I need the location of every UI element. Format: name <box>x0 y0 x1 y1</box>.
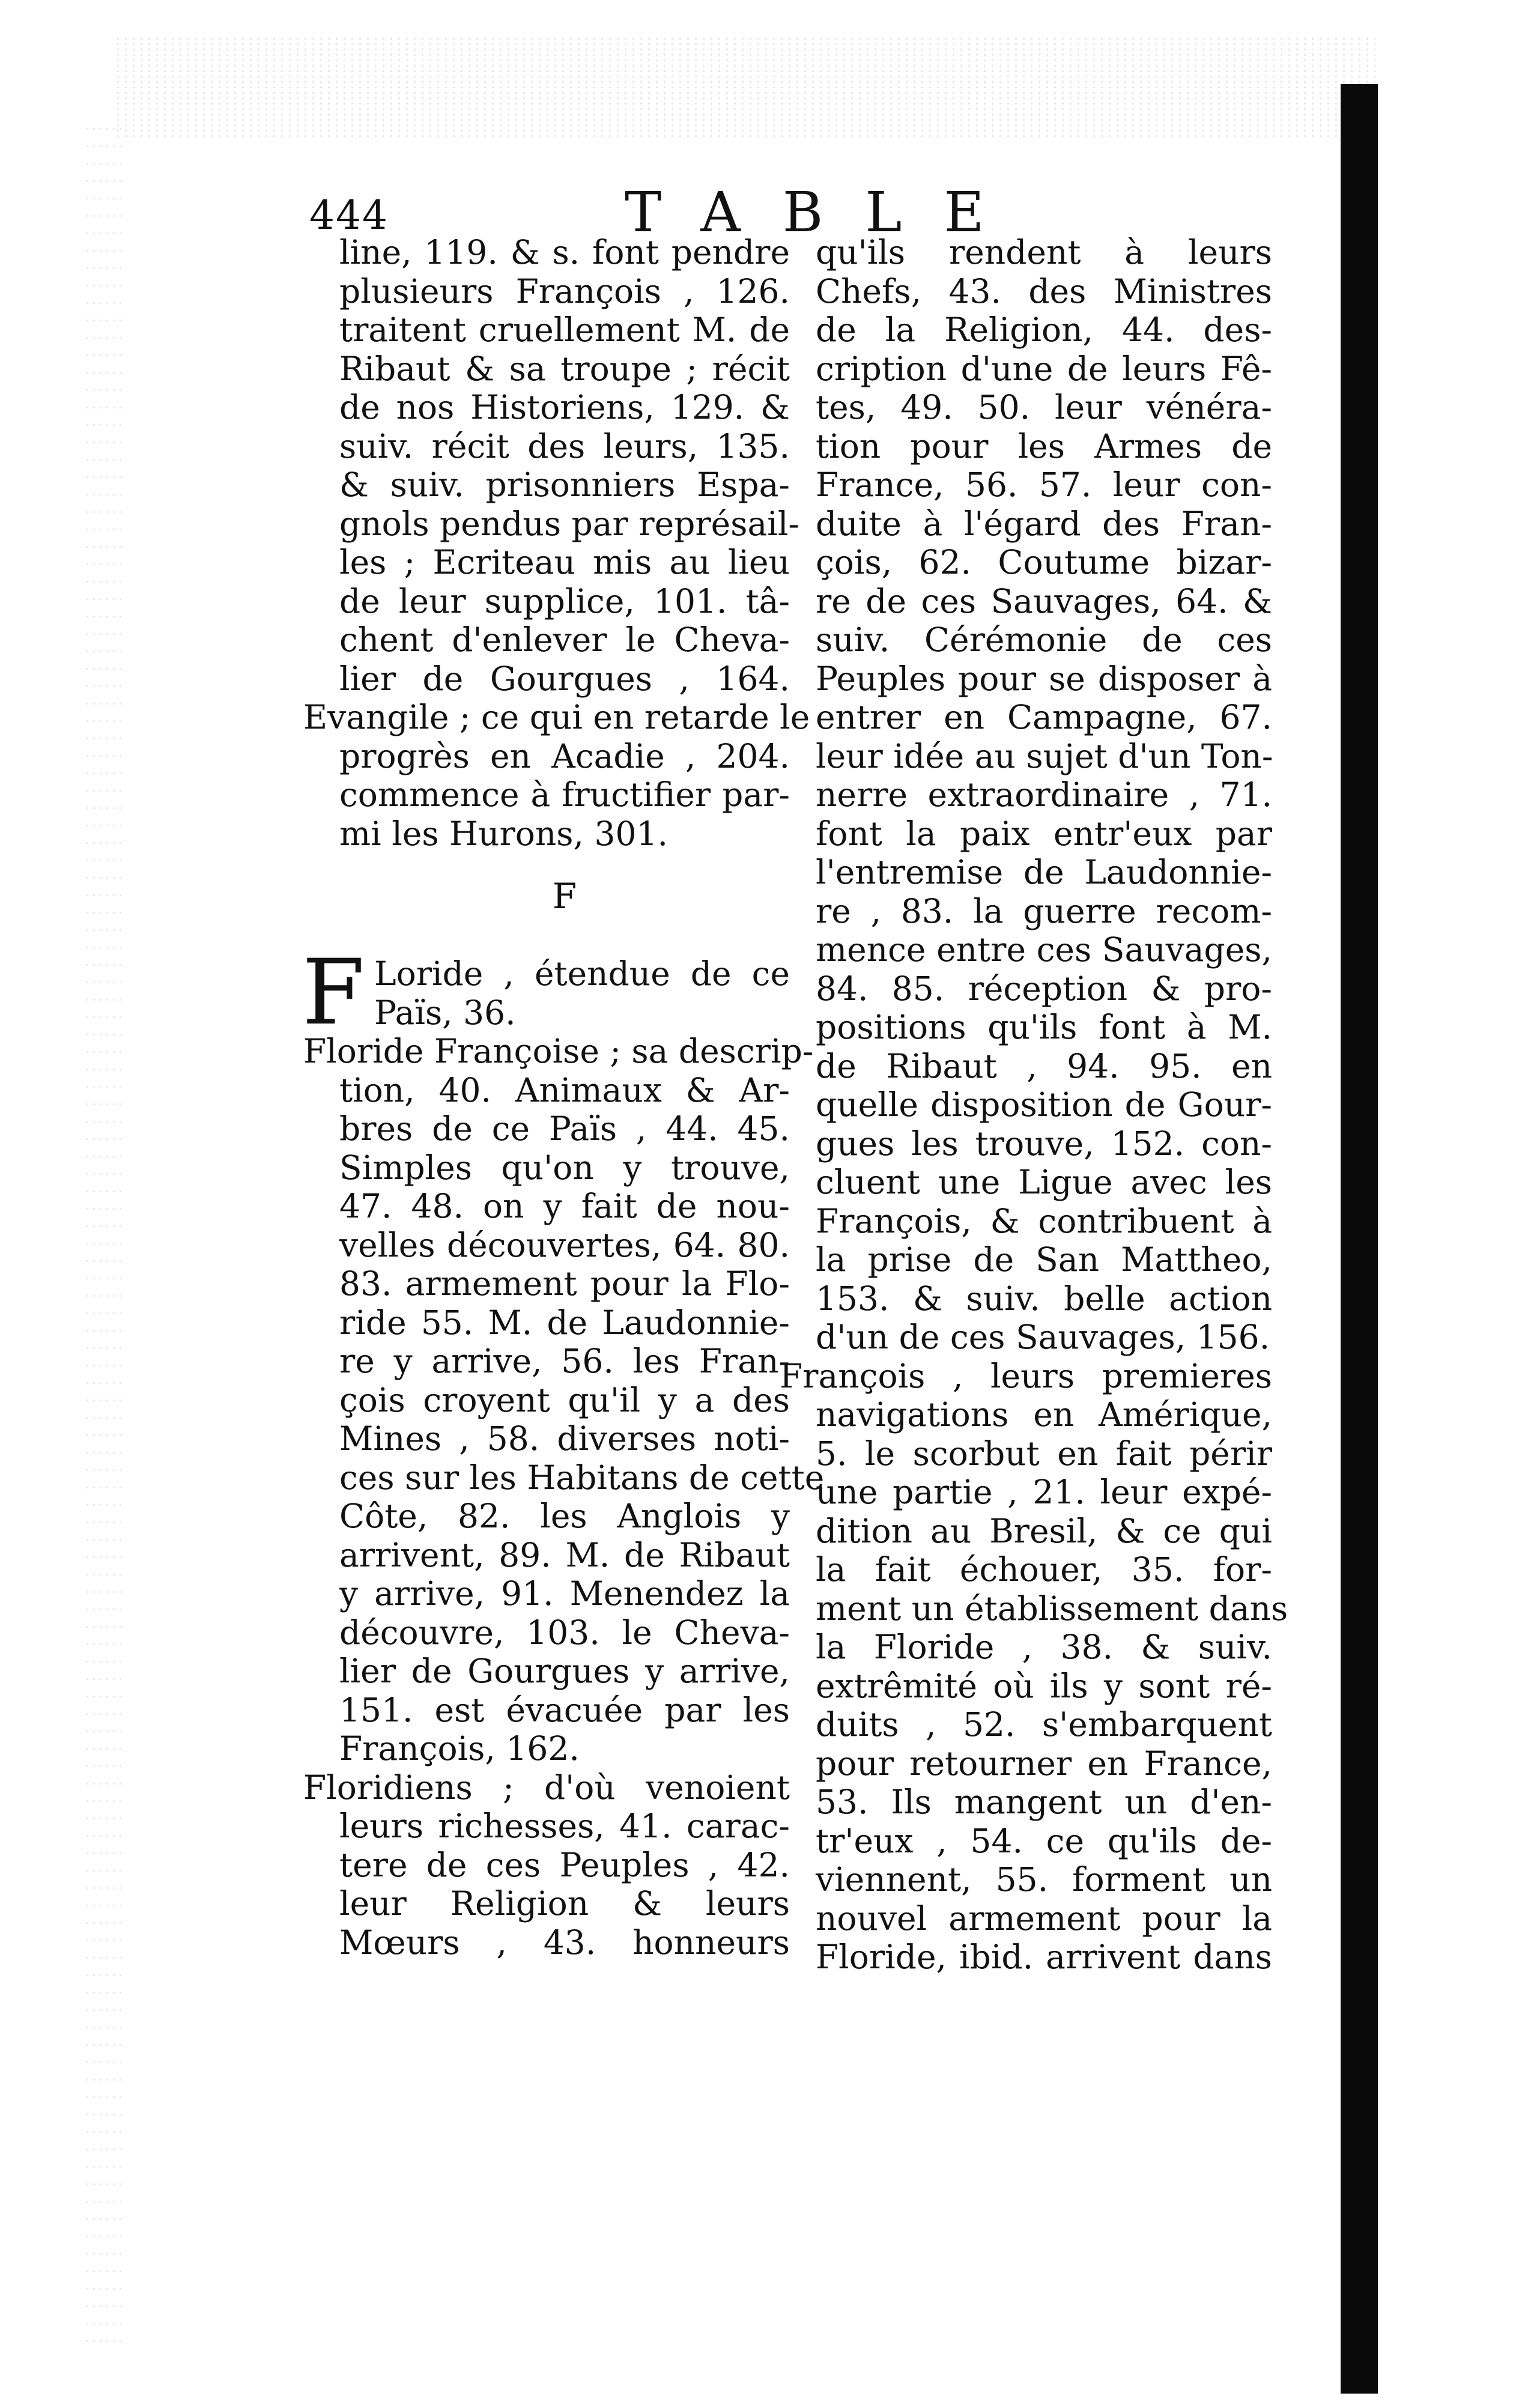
index-line: Mœurs , 43. honneurs <box>339 1923 790 1962</box>
page-number: 444 <box>309 192 389 238</box>
index-line: 151. est évacuée par les <box>339 1690 790 1729</box>
index-line: de la Religion, 44. des- <box>816 311 1272 349</box>
index-line: gnols pendus par représail- <box>339 504 799 543</box>
index-line: nouvel armement pour la <box>816 1899 1272 1938</box>
index-line: lier de Gourgues y arrive, <box>339 1652 790 1690</box>
index-line: progrès en Acadie , 204. <box>339 736 790 775</box>
section-entry-floride <box>302 941 825 1962</box>
index-line: traitent cruellement M. de <box>339 311 790 349</box>
index-line: la Floride , 38. & suiv. <box>816 1628 1272 1666</box>
index-line: velles découvertes, 64. 80. <box>339 1225 790 1264</box>
index-line: çois, 62. Coutume bizar- <box>816 543 1272 581</box>
index-line: Loride , étendue de ce <box>374 954 790 993</box>
index-line: duits , 52. s'embarquent <box>816 1705 1272 1744</box>
index-line: y arrive, 91. Menendez la <box>339 1574 790 1613</box>
index-line: pour retourner en France, <box>816 1744 1272 1783</box>
binding-shadow <box>1341 84 1378 2394</box>
index-line: bres de ce Païs , 44. 45. <box>339 1109 790 1148</box>
index-line: France, 56. 57. leur con- <box>816 466 1272 504</box>
section-lines <box>303 993 825 1962</box>
index-line: navigations en Amérique, <box>816 1395 1272 1434</box>
index-line: nerre extraordinaire , 71. <box>816 775 1272 814</box>
index-line: 47. 48. on y fait de nou- <box>339 1187 790 1225</box>
index-line: Floride, ibid. arrivent dans <box>816 1938 1272 1976</box>
index-line: 5. le scorbut en fait périr <box>816 1434 1272 1473</box>
index-line: quelle disposition de Gour- <box>816 1085 1272 1124</box>
index-line: positions qu'ils font à M. <box>816 1008 1272 1046</box>
index-line: suiv. récit des leurs, 135. <box>339 426 790 466</box>
running-title: TABLE <box>625 180 1026 244</box>
index-line: tes, 49. 50. leur vénéra- <box>816 388 1272 426</box>
index-line: mi les Hurons, 301. <box>339 814 668 853</box>
index-line: suiv. Cérémonie de ces <box>816 620 1272 659</box>
index-line: 53. Ils mangent un d'en- <box>816 1783 1272 1821</box>
index-line: qu'ils rendent à leurs <box>816 233 1272 271</box>
index-line: re de ces Sauvages, 64. & <box>816 581 1272 620</box>
index-line: çois croyent qu'il y a des <box>339 1380 790 1419</box>
index-line: plusieurs François , 126. <box>339 271 790 311</box>
index-line: d'un de ces Sauvages, 156. <box>816 1318 1270 1356</box>
index-line: François, 162. <box>339 1729 580 1768</box>
paper-speckle-top <box>114 36 1375 138</box>
index-line: Evangile ; ce qui en retarde le <box>303 698 810 736</box>
index-line: 153. & suiv. belle action <box>816 1279 1272 1318</box>
section-letter: F <box>552 876 577 917</box>
index-line: 84. 85. réception & pro- <box>816 969 1272 1008</box>
index-line: Floridiens ; d'où venoient <box>303 1768 790 1807</box>
index-column-right <box>780 233 1288 1977</box>
index-line: de Ribaut , 94. 95. en <box>816 1046 1272 1085</box>
index-line: ride 55. M. de Laudonnie- <box>339 1303 790 1342</box>
index-column-left <box>302 233 825 1962</box>
index-line: de leur supplice, 101. tâ- <box>339 581 790 620</box>
index-line: les ; Ecriteau mis au lieu <box>339 543 790 581</box>
index-line: Floride Françoise ; sa descrip- <box>303 1032 814 1070</box>
index-line: re , 83. la guerre recom- <box>816 891 1272 930</box>
index-line: & suiv. prisonniers Espa- <box>339 466 790 504</box>
index-line: arrivent, 89. M. de Ribaut <box>339 1535 790 1574</box>
index-line: la prise de San Mattheo, <box>816 1240 1272 1279</box>
index-line: dition au Bresil, & ce qui <box>816 1511 1272 1550</box>
index-line: Peuples pour se disposer à <box>816 659 1272 698</box>
paper-speckle-left <box>84 120 126 2343</box>
index-line: Chefs, 43. des Ministres <box>816 271 1272 311</box>
index-line: leurs richesses, 41. carac- <box>339 1807 790 1845</box>
index-line: Simples qu'on y trouve, <box>339 1148 790 1187</box>
index-line: Païs, 36. <box>374 993 516 1032</box>
left-column-lines <box>303 233 810 853</box>
index-line: la fait échouer, 35. for- <box>816 1550 1272 1589</box>
index-line: une partie , 21. leur expé- <box>816 1473 1272 1511</box>
index-line: commence à fructifier par- <box>339 775 790 814</box>
index-line: de nos Historiens, 129. & <box>339 388 790 426</box>
index-line: entrer en Campagne, 67. <box>816 698 1272 736</box>
index-line: mence entre ces Sauvages, <box>816 930 1272 969</box>
right-column-lines <box>780 233 1288 1977</box>
index-line: Ribaut & sa troupe ; récit <box>339 349 790 388</box>
index-line: lier de Gourgues , 164. <box>339 659 790 698</box>
index-line: tion pour les Armes de <box>816 426 1272 466</box>
index-line: chent d'enlever le Cheva- <box>339 620 790 659</box>
index-line: extrêmité où ils y sont ré- <box>816 1666 1272 1705</box>
index-line: découvre, 103. le Cheva- <box>339 1613 790 1652</box>
index-line: l'entremise de Laudonnie- <box>816 853 1272 891</box>
index-line: viennent, 55. forment un <box>816 1860 1272 1899</box>
index-line: duite à l'égard des Fran- <box>816 504 1272 543</box>
index-line: ces sur les Habitans de cette <box>339 1458 825 1497</box>
index-line: gues les trouve, 152. con- <box>816 1124 1272 1163</box>
index-line: re y arrive, 56. les Fran- <box>339 1342 790 1380</box>
index-line: 83. armement pour la Flo- <box>339 1264 790 1303</box>
index-line: cluent une Ligue avec les <box>816 1163 1272 1201</box>
index-line: tion, 40. Animaux & Ar- <box>339 1070 790 1109</box>
dropcap-letter: F <box>302 941 365 1045</box>
index-line: Côte, 82. les Anglois y <box>339 1497 790 1535</box>
index-line: cription d'une de leurs Fê- <box>816 349 1272 388</box>
index-line: François, & contribuent à <box>816 1201 1272 1240</box>
index-line: leur idée au sujet d'un Ton- <box>816 736 1273 775</box>
index-line: tere de ces Peuples , 42. <box>339 1845 790 1884</box>
index-line: line, 119. & s. font pendre <box>339 233 790 271</box>
index-line: tr'eux , 54. ce qu'ils de- <box>816 1821 1272 1860</box>
index-line: ment un établissement dans <box>816 1589 1288 1628</box>
index-line: Mines , 58. diverses noti- <box>339 1419 790 1458</box>
index-line: font la paix entr'eux par <box>816 814 1272 853</box>
index-line: François , leurs premieres <box>780 1356 1272 1395</box>
index-line: leur Religion & leurs <box>339 1884 790 1923</box>
